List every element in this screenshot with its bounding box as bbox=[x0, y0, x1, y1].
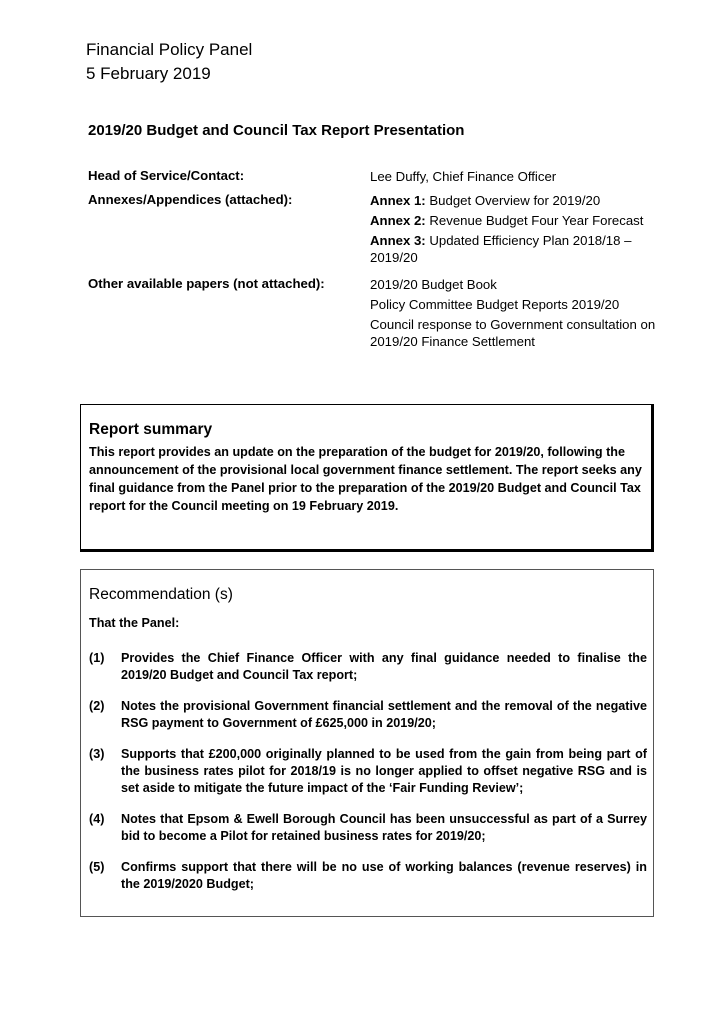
recommendation-text: Confirms support that there will be no use of working balances (revenue reserves) in the 2019/2020 Budget; bbox=[121, 860, 647, 891]
annexes-label: Annexes/Appendices (attached): bbox=[88, 192, 293, 207]
contact-label: Head of Service/Contact: bbox=[88, 168, 245, 183]
report-meta bbox=[88, 168, 658, 360]
other-paper-item: Policy Committee Budget Reports 2019/20 bbox=[370, 297, 620, 312]
recommendation-item bbox=[89, 698, 647, 732]
annex-label: Annex 2: bbox=[370, 213, 426, 228]
other-papers-label: Other available papers (not attached): bbox=[88, 276, 325, 291]
report-title: 2019/20 Budget and Council Tax Report Presentation bbox=[88, 122, 465, 139]
annex-item bbox=[370, 192, 658, 209]
recommendation-item bbox=[89, 859, 647, 893]
document-header bbox=[86, 38, 252, 86]
annex-label: Annex 3: bbox=[370, 233, 426, 248]
recommendation-number: (1) bbox=[89, 651, 105, 665]
other-papers-row bbox=[88, 276, 658, 353]
recommendation-text: Provides the Chief Finance Officer with any final guidance needed to finalise the 2019/20 Budget and Council Tax report; bbox=[121, 651, 647, 682]
panel-name: Financial Policy Panel bbox=[86, 40, 253, 59]
annexes-row bbox=[88, 192, 658, 269]
summary-text: This report provides an update on the preparation of the budget for 2019/20, following the announcement of the provisional local government finance settlement. The report seeks any final guidance from the Panel prior to the preparation of the 2019/20 Budget and Council Tax report for the Council meeting on 19 February 2019. bbox=[89, 445, 642, 513]
contact-value: Lee Duffy, Chief Finance Officer bbox=[370, 169, 557, 184]
meeting-date: 5 February 2019 bbox=[86, 64, 211, 83]
recommendations-box bbox=[80, 569, 654, 917]
recommendation-number: (3) bbox=[89, 747, 105, 761]
annex-label: Annex 1: bbox=[370, 193, 426, 208]
annexes-list bbox=[370, 192, 658, 269]
other-paper-item: 2019/20 Budget Book bbox=[370, 277, 497, 292]
recommendation-item bbox=[89, 811, 647, 845]
contact-row bbox=[88, 168, 658, 185]
annex-item bbox=[370, 212, 658, 229]
recommendation-number: (5) bbox=[89, 860, 105, 874]
recommendation-text: Supports that £200,000 originally planned to be used from the gain from being part of the business rates pilot for 2018/19 is no longer applied to offset negative RSG and is set aside to mitigate the future impact of the ‘Fair Funding Review’; bbox=[121, 747, 647, 795]
other-papers-list bbox=[370, 276, 658, 353]
recommendation-number: (4) bbox=[89, 812, 105, 826]
recommendation-number: (2) bbox=[89, 699, 105, 713]
summary-heading: Report summary bbox=[89, 421, 213, 438]
recommendation-item bbox=[89, 746, 647, 797]
annex-text: Revenue Budget Four Year Forecast bbox=[425, 213, 644, 228]
annex-item bbox=[370, 232, 658, 266]
report-summary-box bbox=[80, 404, 654, 552]
annex-text: Updated Efficiency Plan 2018/18 – 2019/20 bbox=[370, 233, 632, 265]
recommendation-text: Notes that Epsom & Ewell Borough Council has been unsuccessful as part of a Surrey bid to become a Pilot for retained business rates for 2019/20; bbox=[121, 812, 647, 843]
other-paper-item: Council response to Government consultation on 2019/20 Finance Settlement bbox=[370, 317, 656, 349]
recommendation-text: Notes the provisional Government financial settlement and the removal of the negative RSG payment to Government of £625,000 in 2019/20; bbox=[121, 699, 647, 730]
recommendations-intro: That the Panel: bbox=[89, 616, 180, 630]
recommendations-heading: Recommendation (s) bbox=[89, 586, 233, 603]
recommendation-item bbox=[89, 650, 647, 684]
annex-text: Budget Overview for 2019/20 bbox=[425, 193, 601, 208]
